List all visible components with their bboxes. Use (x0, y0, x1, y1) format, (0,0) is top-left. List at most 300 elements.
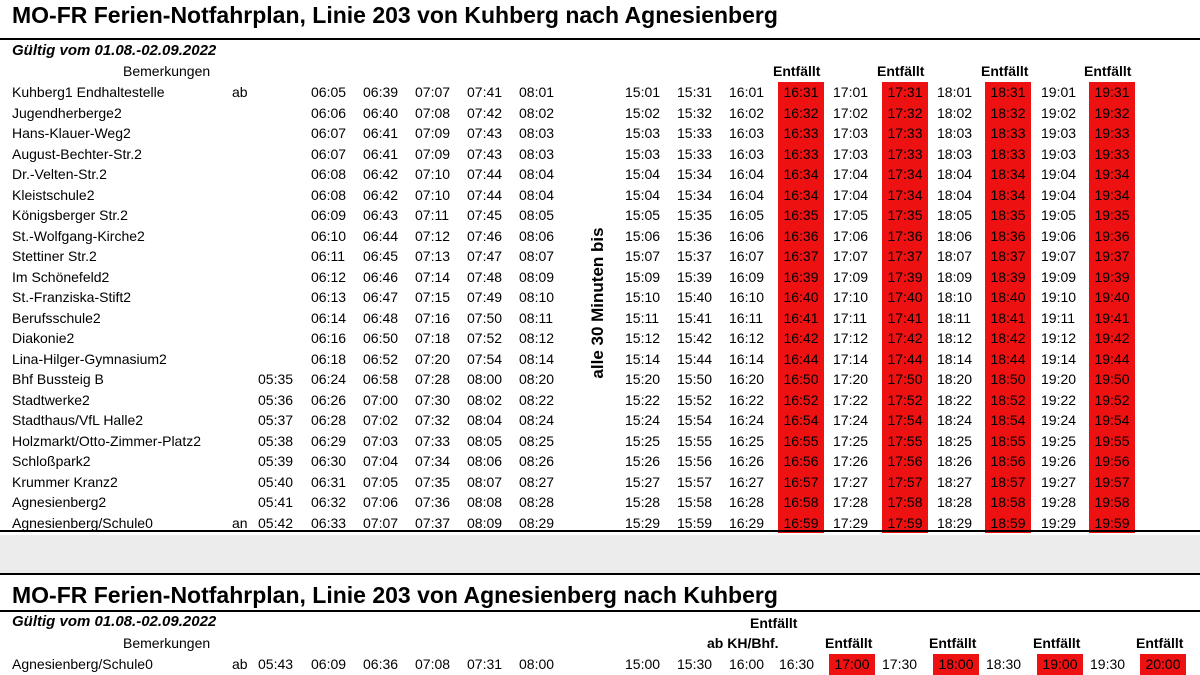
validity-text: Gültig vom 01.08.-02.09.2022 (12, 613, 217, 630)
time-cell: 07:43 (467, 145, 503, 162)
time-cell: 15:01 (625, 84, 661, 100)
time-cell: 17:03 (833, 125, 869, 141)
time-cell: 18:10 (937, 289, 973, 305)
table-row (0, 472, 1200, 493)
time-cell: 06:11 (311, 248, 345, 264)
cancelled-time-cell: 16:32 (778, 103, 824, 124)
cancelled-time-cell: 18:44 (985, 349, 1031, 370)
time-cell: 06:44 (363, 227, 399, 244)
time-cell: 07:46 (467, 227, 503, 244)
cancelled-time-cell: 17:54 (882, 410, 928, 431)
time-cell: 08:09 (467, 514, 503, 531)
cancelled-time-cell: 16:42 (778, 328, 824, 349)
time-cell: 18:29 (937, 514, 973, 531)
time-cell: 06:18 (311, 350, 347, 367)
time-cell: 17:04 (833, 166, 869, 182)
stop-name: Stadthaus/VfL Halle2 (12, 412, 144, 428)
time-cell: 19:05 (1041, 207, 1077, 223)
time-cell: 06:16 (311, 330, 347, 346)
time-cell: 15:04 (625, 186, 661, 203)
time-cell: 08:11 (519, 309, 553, 326)
time-cell: 18:25 (937, 432, 973, 449)
time-cell: 15:12 (625, 330, 661, 346)
time-cell: 17:14 (833, 350, 869, 367)
time-cell: 17:06 (833, 227, 869, 244)
time-cell: 17:25 (833, 432, 869, 449)
time-cell: 15:06 (625, 227, 661, 244)
time-cell: 19:20 (1041, 371, 1077, 387)
divider (0, 38, 1200, 40)
time-cell: 15:56 (677, 453, 713, 469)
time-cell: 07:30 (415, 391, 451, 408)
time-cell: 06:47 (363, 289, 399, 305)
cancelled-time-cell: 19:41 (1089, 308, 1135, 329)
divider (0, 530, 1200, 532)
cancelled-time-cell: 19:00 (1037, 654, 1083, 675)
cancelled-time-cell: 17:57 (882, 472, 928, 493)
page-title: MO-FR Ferien-Notfahrplan, Linie 203 von Kuhberg nach Agnesienberg (12, 2, 778, 28)
stop-name: Stadtwerke2 (12, 391, 90, 408)
stop-name: Im Schönefeld2 (12, 268, 110, 285)
time-cell: 17:30 (882, 656, 918, 672)
time-cell: 08:05 (519, 207, 555, 223)
time-cell: 15:54 (677, 412, 713, 428)
time-cell: 07:04 (363, 453, 399, 469)
time-cell: 18:27 (937, 473, 973, 490)
time-cell: 17:10 (833, 289, 869, 305)
time-cell: 18:22 (937, 391, 973, 408)
cancelled-time-cell: 17:59 (882, 513, 928, 534)
cancelled-time-cell: 19:31 (1089, 82, 1135, 103)
time-cell: 06:39 (363, 84, 399, 100)
time-cell: 07:08 (415, 104, 451, 121)
cancelled-time-cell: 18:39 (985, 267, 1031, 288)
time-cell: 15:10 (625, 289, 661, 305)
stop-name: Agnesienberg2 (12, 494, 107, 510)
cancelled-time-cell: 16:57 (778, 472, 824, 493)
time-cell: 19:30 (1090, 656, 1126, 672)
time-cell: 06:28 (311, 412, 347, 428)
cancelled-time-cell: 17:37 (882, 246, 928, 267)
time-cell: 05:40 (258, 473, 294, 490)
cancelled-label: Entfällt (877, 63, 925, 79)
time-cell: 19:26 (1041, 453, 1077, 469)
divider (0, 610, 1200, 612)
time-cell: 08:02 (519, 104, 555, 121)
time-cell: 07:08 (415, 656, 451, 672)
stop-name: Königsberger Str.2 (12, 207, 128, 223)
cancelled-time-cell: 17:32 (882, 103, 928, 124)
time-cell: 07:31 (467, 656, 503, 672)
cancelled-time-cell: 18:42 (985, 328, 1031, 349)
time-cell: 05:42 (258, 514, 294, 531)
time-cell: 19:12 (1041, 330, 1077, 346)
time-cell: 06:46 (363, 268, 399, 285)
time-cell: 17:11 (833, 309, 867, 326)
time-cell: 06:42 (363, 186, 399, 203)
time-cell: 15:44 (677, 350, 713, 367)
cancelled-time-cell: 19:36 (1089, 226, 1135, 247)
time-cell: 15:07 (625, 248, 661, 264)
time-cell: 15:04 (625, 166, 661, 182)
time-cell: 06:43 (363, 207, 399, 223)
time-cell: 07:54 (467, 350, 503, 367)
time-cell: 15:24 (625, 412, 661, 428)
time-cell: 19:03 (1041, 145, 1077, 162)
cancelled-time-cell: 19:50 (1089, 369, 1135, 390)
remarks-header: Bemerkungen (123, 63, 211, 79)
time-cell: 18:26 (937, 453, 973, 469)
time-cell: 15:20 (625, 371, 661, 387)
table-row (0, 164, 1200, 185)
time-cell: 16:28 (729, 494, 765, 510)
stop-name: Dr.-Velten-Str.2 (12, 166, 107, 182)
time-cell: 07:47 (467, 248, 503, 264)
time-cell: 17:24 (833, 412, 869, 428)
time-cell: 15:40 (677, 289, 713, 305)
time-cell: 16:03 (729, 145, 765, 162)
time-cell: 06:36 (363, 656, 399, 672)
time-cell: 17:05 (833, 207, 869, 223)
ab-kh-bhf-label: ab KH/Bhf. (707, 635, 779, 651)
time-cell: 15:58 (677, 494, 713, 510)
time-cell: 06:42 (363, 166, 399, 182)
cancelled-time-cell: 18:31 (985, 82, 1031, 103)
time-cell: 07:02 (363, 412, 399, 428)
cancelled-time-cell: 18:54 (985, 410, 1031, 431)
cancelled-time-cell: 16:59 (778, 513, 824, 534)
time-cell: 19:29 (1041, 514, 1077, 531)
time-cell: 17:22 (833, 391, 869, 408)
cancelled-time-cell: 19:42 (1089, 328, 1135, 349)
timetable-sheet-agnesienberg-kuhberg (0, 573, 1200, 675)
cancelled-time-cell: 16:35 (778, 205, 824, 226)
cancelled-label: Entfällt (773, 63, 821, 79)
cancelled-time-cell: 20:00 (1140, 654, 1186, 675)
time-cell: 05:39 (258, 453, 294, 469)
cancelled-time-cell: 17:35 (882, 205, 928, 226)
interval-note (576, 185, 620, 420)
time-cell: 07:10 (415, 186, 451, 203)
time-cell: 19:01 (1041, 84, 1077, 100)
table-row (0, 654, 1200, 675)
time-cell: 16:03 (729, 125, 765, 141)
time-cell: 18:05 (937, 207, 973, 223)
time-cell: 08:00 (467, 371, 503, 387)
cancelled-time-cell: 18:58 (985, 492, 1031, 513)
time-cell: 06:05 (311, 84, 347, 100)
cancelled-time-cell: 17:50 (882, 369, 928, 390)
time-cell: 08:26 (519, 453, 555, 469)
time-cell: 08:03 (519, 125, 555, 141)
time-cell: 08:12 (519, 330, 555, 346)
stop-name: August-Bechter-Str.2 (12, 145, 142, 162)
time-cell: 05:36 (258, 391, 294, 408)
time-cell: 19:24 (1041, 412, 1077, 428)
time-cell: 19:09 (1041, 268, 1077, 285)
cancelled-time-cell: 17:33 (882, 123, 928, 144)
time-cell: 15:05 (625, 207, 661, 223)
time-cell: 15:09 (625, 268, 661, 285)
time-cell: 15:35 (677, 207, 713, 223)
divider (0, 573, 1200, 575)
time-cell: 15:30 (677, 656, 713, 672)
stop-name: Diakonie2 (12, 330, 75, 346)
time-cell: 19:14 (1041, 350, 1077, 367)
time-cell: 08:07 (467, 473, 503, 490)
cancelled-time-cell: 19:56 (1089, 451, 1135, 472)
cancelled-time-cell: 18:32 (985, 103, 1031, 124)
time-cell: 17:27 (833, 473, 869, 490)
cancelled-time-cell: 19:54 (1089, 410, 1135, 431)
time-cell: 15:25 (625, 432, 661, 449)
time-cell: 08:08 (467, 494, 503, 510)
cancelled-time-cell: 16:34 (778, 164, 824, 185)
time-cell: 07:52 (467, 330, 503, 346)
time-cell: 15:42 (677, 330, 713, 346)
time-cell: 16:30 (779, 656, 815, 672)
time-cell: 08:04 (519, 186, 555, 203)
cancelled-time-cell: 17:44 (882, 349, 928, 370)
time-cell: 17:29 (833, 514, 869, 531)
time-cell: 15:31 (677, 84, 713, 100)
time-cell: 07:13 (415, 248, 451, 264)
time-cell: 16:04 (729, 186, 765, 203)
cancelled-time-cell: 19:52 (1089, 390, 1135, 411)
time-cell: 06:58 (363, 371, 399, 387)
stop-name: St.-Franziska-Stift2 (12, 289, 132, 305)
cancelled-time-cell: 18:37 (985, 246, 1031, 267)
time-cell: 16:12 (729, 330, 765, 346)
time-cell: 15:00 (625, 656, 661, 672)
cancelled-time-cell: 16:41 (778, 308, 824, 329)
time-cell: 07:34 (415, 453, 451, 469)
cancelled-time-cell: 17:56 (882, 451, 928, 472)
time-cell: 15:03 (625, 125, 661, 141)
time-cell: 07:44 (467, 186, 503, 203)
time-cell: 19:06 (1041, 227, 1077, 244)
time-cell: 15:11 (625, 309, 659, 326)
time-cell: 16:14 (729, 350, 765, 367)
cancelled-time-cell: 16:39 (778, 267, 824, 288)
time-cell: 06:12 (311, 268, 347, 285)
cancelled-time-cell: 18:33 (985, 144, 1031, 165)
time-cell: 08:05 (467, 432, 503, 449)
stop-name: Jugendherberge2 (12, 104, 122, 121)
time-cell: 08:10 (519, 289, 555, 305)
cancelled-time-cell: 16:33 (778, 123, 824, 144)
time-cell: 16:11 (729, 309, 763, 326)
time-cell: 06:40 (363, 104, 399, 121)
cancelled-time-cell: 18:36 (985, 226, 1031, 247)
time-cell: 07:28 (415, 371, 451, 387)
time-cell: 05:41 (258, 494, 294, 510)
time-cell: 05:38 (258, 432, 294, 449)
time-cell: 06:07 (311, 145, 347, 162)
time-cell: 08:04 (467, 412, 503, 428)
cancelled-time-cell: 17:40 (882, 287, 928, 308)
cancelled-time-cell: 17:39 (882, 267, 928, 288)
time-cell: 07:00 (363, 391, 399, 408)
time-cell: 08:02 (467, 391, 503, 408)
time-cell: 18:01 (937, 84, 973, 100)
time-cell: 19:02 (1041, 104, 1077, 121)
time-cell: 08:27 (519, 473, 555, 490)
time-cell: 16:02 (729, 104, 765, 121)
time-cell: 17:12 (833, 330, 869, 346)
time-cell: 08:22 (519, 391, 555, 408)
time-cell: 16:04 (729, 166, 765, 182)
time-cell: 15:02 (625, 104, 661, 121)
time-cell: 18:11 (937, 309, 971, 326)
time-cell: 07:10 (415, 166, 451, 182)
time-cell: 08:29 (519, 514, 555, 531)
time-cell: 08:09 (519, 268, 555, 285)
cancelled-time-cell: 17:34 (882, 164, 928, 185)
time-cell: 08:25 (519, 432, 555, 449)
time-cell: 08:24 (519, 412, 555, 428)
stop-name: Kuhberg1 Endhaltestelle (12, 84, 165, 100)
time-cell: 07:07 (415, 84, 451, 100)
time-cell: 16:01 (729, 84, 765, 100)
time-cell: 06:14 (311, 309, 347, 326)
stop-name: Berufsschule2 (12, 309, 101, 326)
stop-name: Bhf Bussteig B (12, 371, 104, 387)
stop-name: Agnesienberg/Schule0 (12, 656, 153, 672)
time-cell: 17:09 (833, 268, 869, 285)
time-cell: 06:08 (311, 186, 347, 203)
time-cell: 15:28 (625, 494, 661, 510)
stop-name: Krummer Kranz2 (12, 473, 118, 490)
time-cell: 08:04 (519, 166, 555, 182)
cancelled-time-cell: 16:44 (778, 349, 824, 370)
time-cell: 18:28 (937, 494, 973, 510)
cancelled-time-cell: 18:33 (985, 123, 1031, 144)
cancelled-time-cell: 19:55 (1089, 431, 1135, 452)
time-cell: 07:16 (415, 309, 451, 326)
time-cell: 06:09 (311, 656, 347, 672)
cancelled-time-cell: 17:41 (882, 308, 928, 329)
time-cell: 07:09 (415, 145, 451, 162)
time-cell: 16:07 (729, 248, 765, 264)
time-cell: 15:29 (625, 514, 661, 531)
time-cell: 07:49 (467, 289, 503, 305)
time-cell: 15:33 (677, 145, 713, 162)
cancelled-time-cell: 17:55 (882, 431, 928, 452)
cancelled-time-cell: 18:59 (985, 513, 1031, 534)
time-cell: 18:04 (937, 186, 973, 203)
time-cell: 06:45 (363, 248, 399, 264)
cancelled-time-cell: 19:59 (1089, 513, 1135, 534)
time-cell: 07:18 (415, 330, 451, 346)
time-cell: 15:34 (677, 186, 713, 203)
time-cell: 15:59 (677, 514, 713, 531)
cancelled-label: Entfällt (1136, 635, 1184, 651)
timetable-rows (0, 654, 1200, 675)
cancelled-time-cell: 18:34 (985, 185, 1031, 206)
time-cell: 15:52 (677, 391, 713, 408)
time-cell: 06:48 (363, 309, 399, 326)
cancelled-time-cell: 19:37 (1089, 246, 1135, 267)
time-cell: 06:09 (311, 207, 347, 223)
cancelled-time-cell: 18:56 (985, 451, 1031, 472)
time-cell: 07:05 (363, 473, 399, 490)
time-cell: 16:24 (729, 412, 765, 428)
time-cell: 15:14 (625, 350, 661, 367)
time-cell: 08:20 (519, 371, 555, 387)
time-cell: 18:06 (937, 227, 973, 244)
time-cell: 15:26 (625, 453, 661, 469)
cancelled-time-cell: 18:52 (985, 390, 1031, 411)
cancelled-label: Entfällt (750, 615, 798, 631)
time-cell: 15:32 (677, 104, 713, 121)
time-cell: 15:39 (677, 268, 713, 285)
time-cell: 18:30 (986, 656, 1022, 672)
time-cell: 18:02 (937, 104, 973, 121)
time-cell: 07:14 (415, 268, 451, 285)
time-cell: 15:22 (625, 391, 661, 408)
table-row (0, 103, 1200, 124)
cancelled-time-cell: 16:50 (778, 369, 824, 390)
time-cell: 18:12 (937, 330, 973, 346)
table-row (0, 492, 1200, 513)
stop-name: Agnesienberg/Schule0 (12, 514, 153, 531)
time-cell: 17:01 (833, 84, 869, 100)
time-cell: 18:14 (937, 350, 973, 367)
time-cell: 16:22 (729, 391, 765, 408)
cancelled-time-cell: 18:40 (985, 287, 1031, 308)
cancelled-time-cell: 17:34 (882, 185, 928, 206)
cancelled-time-cell: 19:34 (1089, 185, 1135, 206)
time-cell: 06:26 (311, 391, 347, 408)
time-cell: 17:07 (833, 248, 869, 264)
time-cell: 08:03 (519, 145, 555, 162)
cancelled-time-cell: 18:41 (985, 308, 1031, 329)
time-cell: 19:03 (1041, 125, 1077, 141)
time-cell: 15:37 (677, 248, 713, 264)
time-cell: 18:07 (937, 248, 973, 264)
stop-name: St.-Wolfgang-Kirche2 (12, 227, 145, 244)
table-row (0, 82, 1200, 103)
cancelled-time-cell: 17:31 (882, 82, 928, 103)
time-cell: 16:06 (729, 227, 765, 244)
time-cell: 07:11 (415, 207, 449, 223)
time-cell: 18:03 (937, 125, 973, 141)
time-cell: 19:04 (1041, 166, 1077, 182)
time-cell: 06:33 (311, 514, 347, 531)
cancelled-time-cell: 16:56 (778, 451, 824, 472)
time-cell: 07:07 (363, 514, 399, 531)
cancelled-time-cell: 18:55 (985, 431, 1031, 452)
time-cell: 08:28 (519, 494, 555, 510)
table-row (0, 451, 1200, 472)
page-title: MO-FR Ferien-Notfahrplan, Linie 203 von Agnesienberg nach Kuhberg (12, 582, 778, 608)
cancelled-time-cell: 17:00 (829, 654, 875, 675)
time-cell: 15:03 (625, 145, 661, 162)
stop-name: Holzmarkt/Otto-Zimmer-Platz2 (12, 432, 202, 449)
time-cell: 08:06 (519, 227, 555, 244)
cancelled-time-cell: 17:52 (882, 390, 928, 411)
time-cell: 18:20 (937, 371, 973, 387)
time-cell: 07:48 (467, 268, 503, 285)
time-cell: 06:32 (311, 494, 347, 510)
time-cell: 05:35 (258, 371, 294, 387)
cancelled-time-cell: 19:35 (1089, 205, 1135, 226)
cancelled-time-cell: 18:50 (985, 369, 1031, 390)
time-cell: 19:10 (1041, 289, 1077, 305)
time-cell: 05:43 (258, 656, 294, 672)
time-cell: 19:04 (1041, 186, 1077, 203)
